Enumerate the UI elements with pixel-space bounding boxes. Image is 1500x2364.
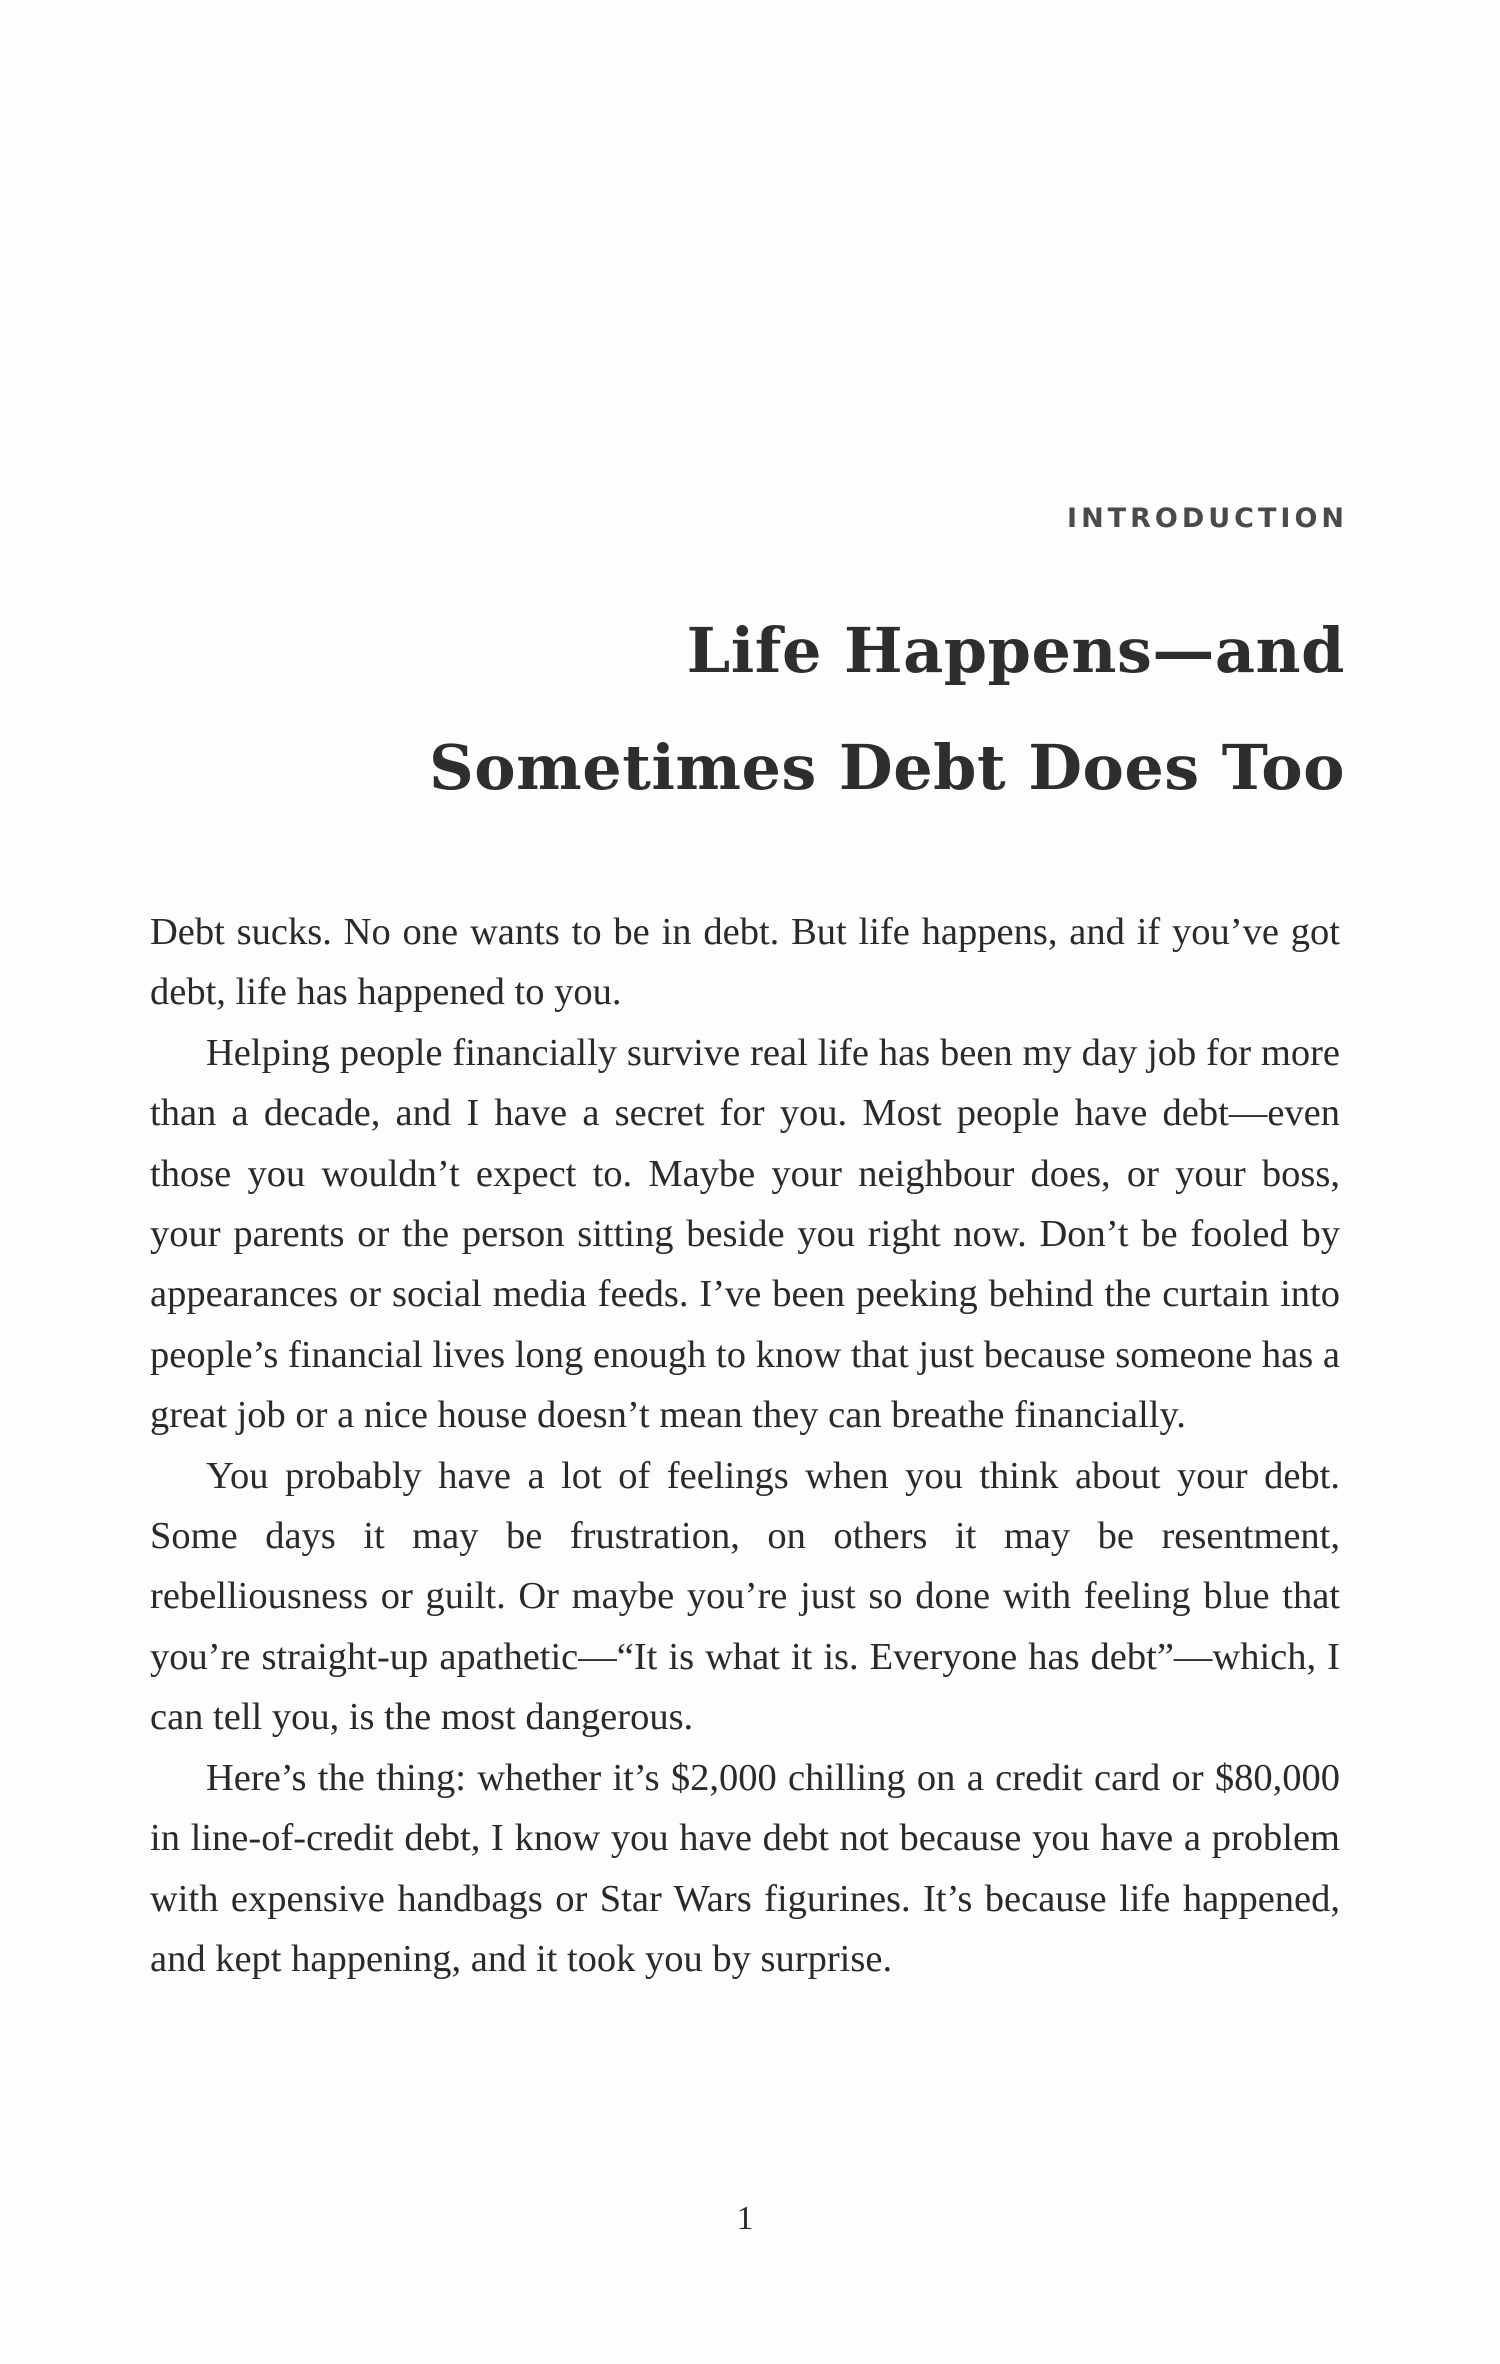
chapter-title-line-1: Life Happens—and (686, 614, 1345, 687)
chapter-title (429, 592, 1345, 826)
chapter-kicker: INTRODUCTION (1067, 503, 1348, 534)
paragraph: You probably have a lot of feelings when you think about your debt. Some days it may be frustration, on others it may be resentment, rebelliousness or guilt. Or maybe you’re just so done with feeling blue that you’re straight-up apathetic—“It is what it is. Everyone has debt”—which, I can tell you, is the most dangerous. (150, 1454, 1340, 1739)
chapter-title-line-2: Sometimes Debt Does Too (429, 731, 1345, 804)
paragraph: Helping people financially survive real life has been my day job for more than a decade, and I have a secret for you. Most people have debt—even those you wouldn’t expect to. Maybe your neighbour does, or your boss, your parents or the person sitting beside you right now. Don’t be fooled by appearances or social media feeds. I’ve been peeking behind the curtain into people’s financial lives long enough to know that just because someone has a great job or a nice house doesn’t mean they can breathe financially. (150, 1031, 1340, 1437)
page-number: 1 (736, 2200, 754, 2237)
paragraph: Debt sucks. No one wants to be in debt. But life happens, and if you’ve got debt, life has happened to you. (150, 911, 1340, 1014)
body-text (150, 902, 1340, 1989)
paragraph: Here’s the thing: whether it’s $2,000 chilling on a credit card or $80,000 in line-of-credit debt, I know you have debt not because you have a problem with expensive handbags or Star Wars figurines. It’s because life happened, and kept happening, and it took you by surprise. (150, 1756, 1340, 1980)
